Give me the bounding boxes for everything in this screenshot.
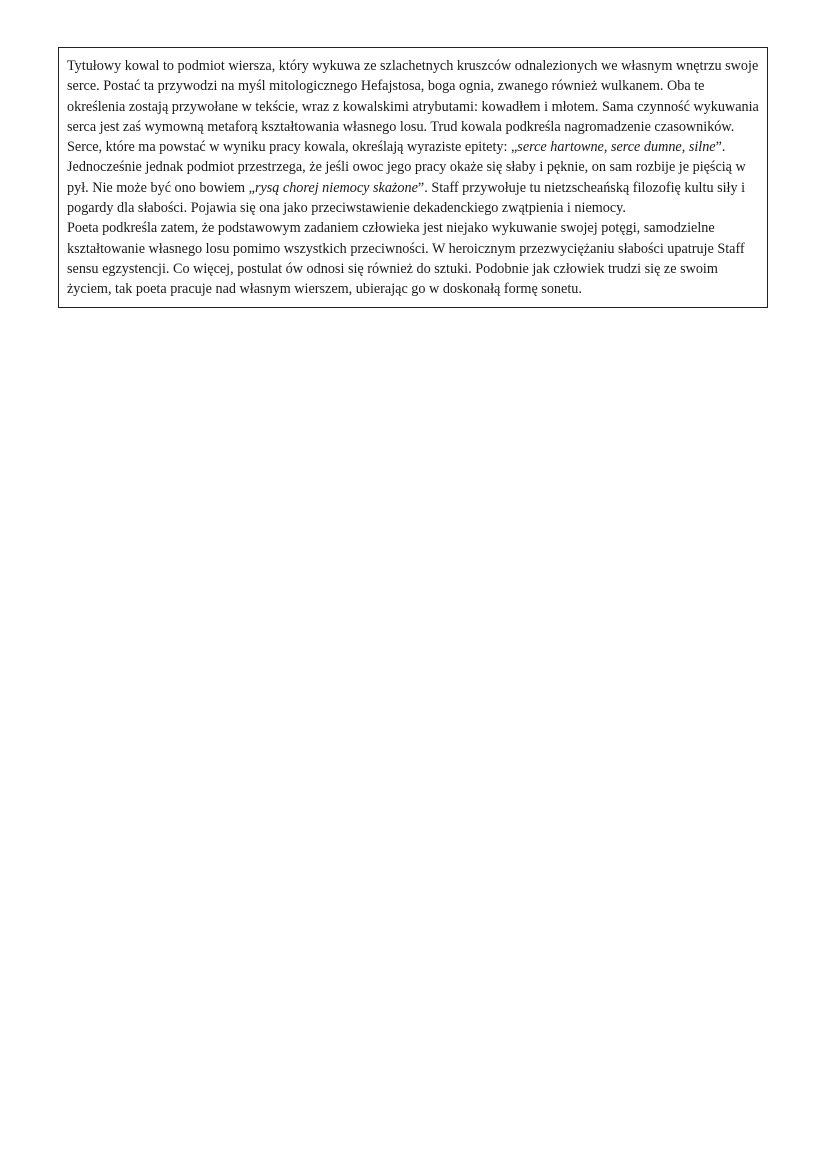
paragraph-3 <box>67 218 759 299</box>
paragraph-2-text-a: Serce, które ma powstać w wyniku pracy kowala, określają wyraziste epitety: „ <box>67 139 518 156</box>
quote-epithets: serce hartowne, serce dumne, silne <box>517 139 716 156</box>
paragraph-1 <box>67 56 759 137</box>
paragraph-2-text-b: ”. Jednocześnie jednak podmiot przestrzega, że jeśli owoc jego pracy okaże się słaby i pęknie, on sam rozbije je pięścią w pył. Nie może być ono bowiem „ <box>67 139 746 196</box>
text-box <box>58 47 768 308</box>
paragraph-2 <box>67 137 759 218</box>
paragraph-3-text: Poeta podkreśla zatem, że podstawowym zadaniem człowieka jest niejako wykuwanie swojej potęgi, samodzielne kształtowanie własnego losu pomimo wszystkich przeciwności. W heroicznym przezwyciężaniu słabości upatruje Staff sensu egzystencji. Co więcej, postulat ów odnosi się również do sztuki. Podobnie jak człowiek trudzi się ze swoim życiem, tak poeta pracuje nad własnym wierszem, ubierając go w doskonałą formę sonetu. <box>67 220 745 298</box>
paragraph-1-text: Tytułowy kowal to podmiot wiersza, który wykuwa ze szlachetnych kruszców odnalezionych we własnym wnętrzu swoje serce. Postać ta przywodzi na myśl mitologicznego Hefajstosa, boga ognia, zwanego również wulkanem. Oba te określenia zostają przywołane w tekście, wraz z kowalskimi atrybutami: kowadłem i młotem. Sama czynność wykuwania serca jest zaś wymowną metaforą kształtowania własnego losu. Trud kowala podkreśla nagromadzenie czasowników. <box>67 58 759 135</box>
paragraph-2-text-c: ”. Staff przywołuje tu nietzscheańską filozofię kultu siły i pogardy dla słabości. Pojawia się ona jako przeciwstawienie dekadenckiego zwątpienia i niemocy. <box>67 179 746 217</box>
quote-flaw: rysą chorej niemocy skażone <box>254 179 418 196</box>
